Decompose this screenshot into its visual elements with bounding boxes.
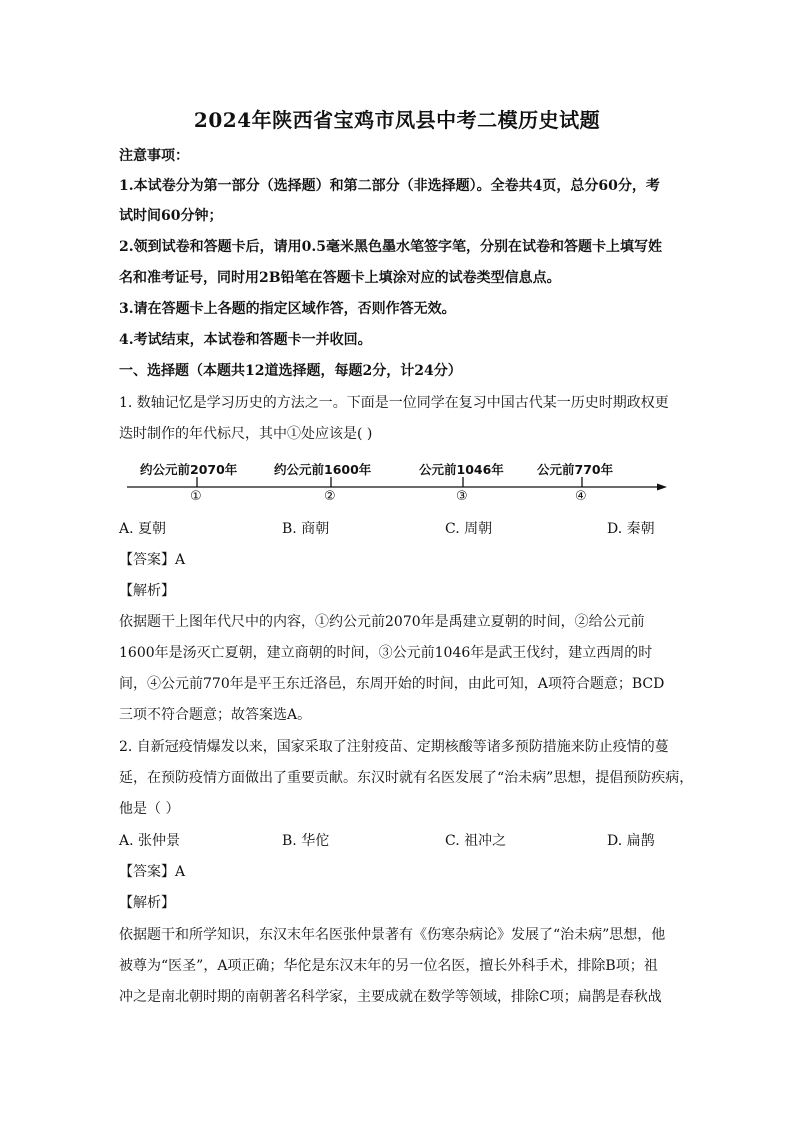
option-a: A. 夏朝 (119, 521, 167, 537)
notice-line: 3.请在答题卡上各题的指定区域作答，否则作答无效。 (119, 301, 456, 317)
notice-heading: 注意事项： (119, 148, 189, 164)
option-d: D. 秦朝 (607, 521, 655, 537)
notice-line: 4.考试结束，本试卷和答题卡一并收回。 (119, 332, 372, 348)
timeline-label: 公元前1046年 (419, 462, 504, 477)
section-heading: 一、选择题（本题共12道选择题，每题2分，计24分） (119, 363, 462, 379)
analysis-line: 间，④公元前770年是平王东迁洛邑，东周开始的时间，由此可知，A项符合题意；BCD (119, 676, 665, 692)
question-2-stem: 延，在预防疫情方面做出了重要贡献。东汉时就有名医发展了“治未病”思想，提倡预防疾病， (119, 770, 694, 786)
page-title: 2024年陕西省宝鸡市凤县中考二模历史试题 (193, 108, 601, 132)
answer: 【答案】A (119, 864, 186, 880)
timeline-label: 公元前770年 (537, 462, 614, 477)
option-b: B. 商朝 (282, 521, 330, 537)
analysis-heading: 【解析】 (119, 895, 175, 911)
notice-line: 2.领到试卷和答题卡后，请用0.5毫米黑色墨水笔签字笔，分别在试卷和答题卡上填写姓 (119, 239, 662, 255)
question-2-stem: 2. 自新冠疫情爆发以来，国家采取了注射疫苗、定期核酸等诸多预防措施来防止疫情的蔓 (119, 739, 669, 755)
timeline-marker: ① (190, 489, 202, 504)
notice-line: 名和准考证号，同时用2B铅笔在答题卡上填涂对应的试卷类型信息点。 (119, 270, 561, 286)
timeline-marker: ④ (575, 489, 587, 504)
analysis-line: 冲之是南北朝时期的南朝著名科学家，主要成就在数学等领域，排除C项；扁鹊是春秋战 (119, 989, 662, 1005)
question-1-stem: 迭时制作的年代标尺，其中①处应该是( ) (119, 426, 373, 442)
answer: 【答案】A (119, 552, 186, 568)
timeline-label: 约公元前1600年 (274, 462, 372, 477)
timeline-marker: ③ (456, 489, 468, 504)
timeline-label: 约公元前2070年 (140, 462, 238, 477)
notice-line: 试时间60分钟； (119, 208, 223, 224)
question-2-stem: 他是（ ） (119, 801, 180, 817)
notice-line: 1.本试卷分为第一部分（选择题）和第二部分（非选择题）。全卷共4页，总分60分，考 (119, 178, 660, 194)
analysis-heading: 【解析】 (119, 583, 175, 599)
timeline-arrow (657, 484, 667, 491)
option-c: C. 祖冲之 (445, 833, 507, 849)
option-c: C. 周朝 (445, 521, 493, 537)
option-a: A. 张仲景 (119, 833, 181, 849)
option-b: B. 华佗 (282, 833, 330, 849)
analysis-line: 1600年是汤灭亡夏朝，建立商朝的时间，③公元前1046年是武王伐纣，建立西周的时 (119, 645, 653, 661)
analysis-line: 被尊为“医圣”，A项正确；华佗是东汉末年的另一位名医，擅长外科手术，排除B项；祖 (119, 958, 658, 974)
analysis-line: 依据题干和所学知识，东汉末年名医张仲景著有《伤寒杂病论》发展了“治未病”思想，他 (119, 927, 666, 943)
option-d: D. 扁鹊 (607, 833, 655, 849)
timeline-marker: ② (324, 489, 336, 504)
question-1-stem: 1. 数轴记忆是学习历史的方法之一。下面是一位同学在复习中国古代某一历史时期政权更 (119, 395, 669, 411)
analysis-line: 三项不符合题意；故答案选A。 (119, 707, 312, 723)
analysis-line: 依据题干上图年代尺中的内容，①约公元前2070年是禹建立夏朝的时间，②给公元前 (119, 614, 645, 630)
